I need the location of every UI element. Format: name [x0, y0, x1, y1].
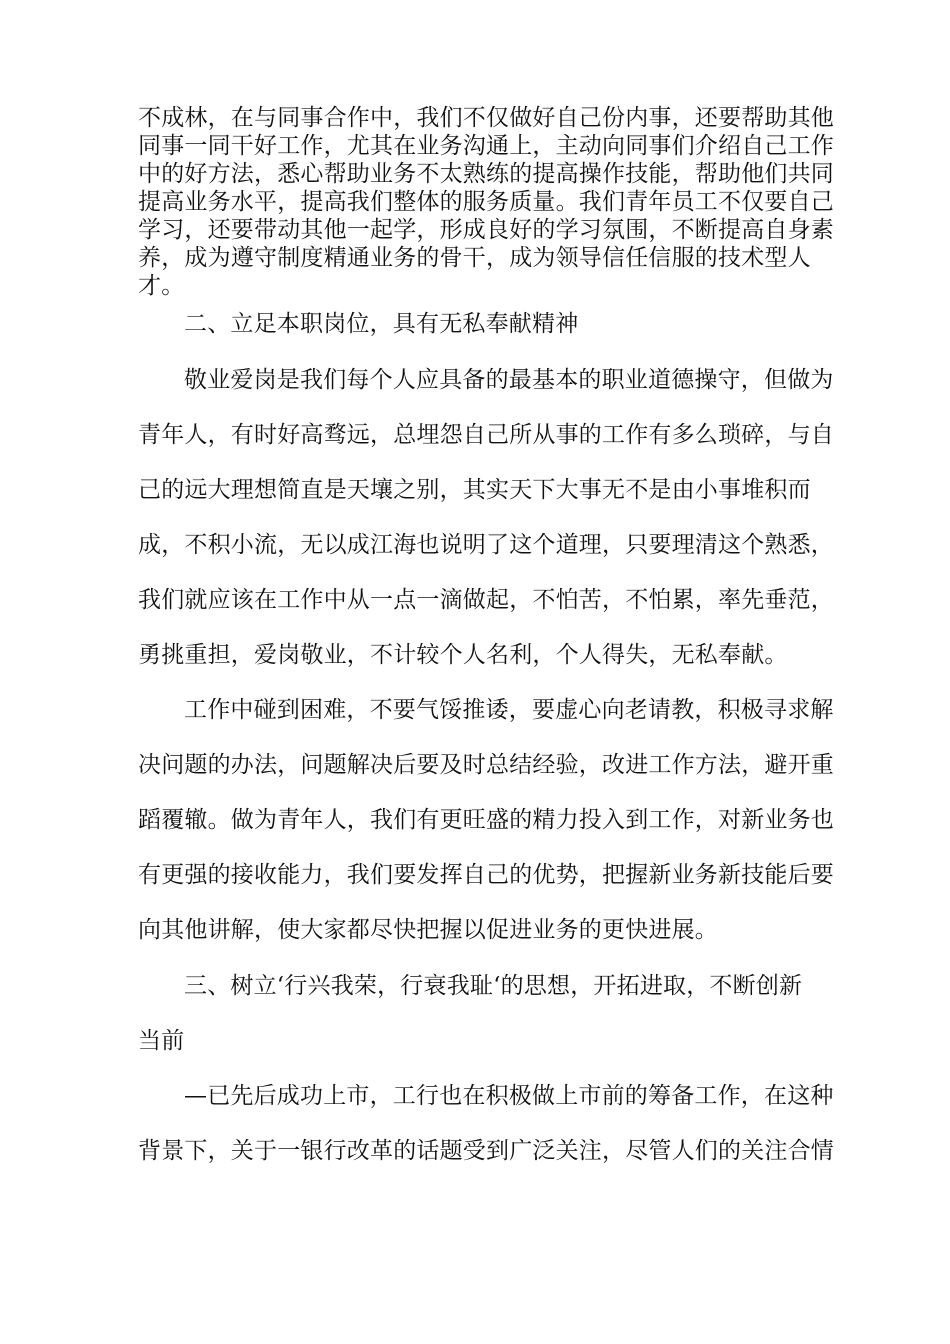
text-line: 勇挑重担，爱岗敬业，不计较个人名利，个人得失，无私奉献。: [138, 642, 788, 668]
text-line: 不成林，在与同事合作中，我们不仅做好自己份内事，还要帮助其他: [138, 105, 834, 131]
text-line: 当前: [138, 1028, 185, 1054]
text-line: 背景下，关于一银行改革的话题受到广泛关注，尽管人们的关注合情: [138, 1138, 834, 1164]
text-line: 青年人，有时好高骛远，总埋怨自己所从事的工作有多么琐碎，与自: [138, 422, 834, 448]
text-line: 向其他讲解，使大家都尽快把握以促进业务的更快进展。: [138, 917, 718, 943]
text-line: 提高业务水平，提高我们整体的服务质量。我们青年员工不仅要自己: [138, 189, 834, 215]
text-line: 中的好方法，悉心帮助业务不太熟练的提高操作技能，帮助他们共同: [138, 161, 834, 187]
text-line: —已先后成功上市，工行也在积极做上市前的筹备工作，在这种: [184, 1083, 834, 1109]
text-line: 成，不积小流，无以成江海也说明了这个道理，只要理清这个熟悉，: [138, 532, 834, 558]
text-line: 决问题的办法，问题解决后要及时总结经验，改进工作方法，避开重: [138, 752, 834, 778]
text-line: 敬业爱岗是我们每个人应具备的最基本的职业道德操守，但做为: [184, 367, 834, 393]
text-line: 己的远大理想简直是天壤之别，其实天下大事无不是由小事堆积而: [138, 477, 811, 503]
text-line: 才。: [138, 273, 185, 299]
text-line: 养，成为遵守制度精通业务的骨干，成为领导信任信服的技术型人: [138, 245, 811, 271]
text-line: 有更强的接收能力，我们要发挥自己的优势，把握新业务新技能后要: [138, 862, 834, 888]
text-line: 蹈覆辙。做为青年人，我们有更旺盛的精力投入到工作，对新业务也: [138, 807, 834, 833]
text-line: 我们就应该在工作中从一点一滴做起，不怕苦，不怕累，率先垂范，: [138, 587, 834, 613]
text-line: 工作中碰到困难，不要气馁推诿，要虚心向老请教，积极寻求解: [184, 697, 834, 723]
section-heading: 二、立足本职岗位，具有无私奉献精神: [184, 311, 579, 337]
text-line: 同事一同干好工作，尤其在业务沟通上，主动向同事们介绍自己工作: [138, 133, 834, 159]
section-heading: 三、树立‘行兴我荣，行衰我耻‘的思想，开拓进取，不断创新: [184, 973, 803, 999]
text-line: 学习，还要带动其他一起学，形成良好的学习氛围，不断提高自身素: [138, 217, 834, 243]
